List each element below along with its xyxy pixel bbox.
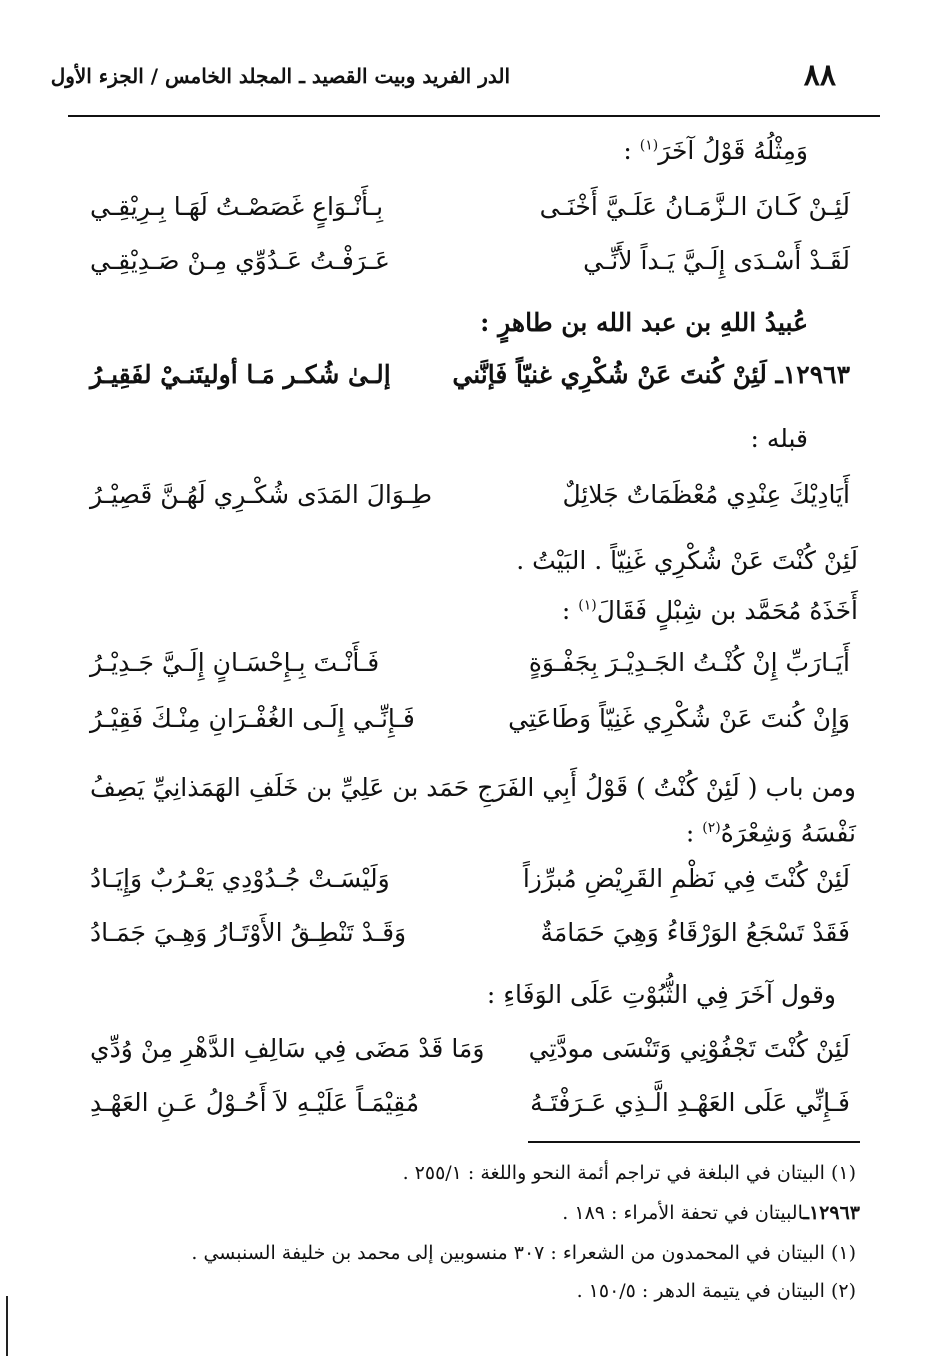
page-number: ٨٨	[803, 58, 836, 93]
verse-hemistich-second: فَـأَنْـتَ بِـإِحْسَـانٍ إِلَـيَّ جَـدِيْـرُ	[90, 648, 380, 677]
paragraph	[86, 768, 856, 853]
paragraph-tail: :	[685, 818, 703, 848]
verse-hemistich-second: عَـرَفْـتُ عَـدُوِّي مِـنْ صَـدِيْقِـي	[90, 246, 390, 275]
verse-hemistich-second: وَلَيْسَـتْ جُـدُوْدِي يَعْـرُبٌ وَإِيَـادُ	[90, 864, 390, 893]
before-verse	[90, 480, 850, 526]
verse-hemistich-first: لَئِـنْ كَـانَ الـزَّمَـانُ عَلَـيَّ أَخْنَـى	[539, 192, 850, 221]
running-title: الدر الفريد وبيت القصيد ـ المجلد الخامس / الجزء الأول	[50, 64, 510, 88]
footnote-mark: (١)	[830, 1242, 856, 1264]
verse-3-1	[90, 864, 850, 910]
scan-edge-mark	[6, 1296, 8, 1356]
verse-hemistich-second: إلـىٰ شُكـر مَـا أوليتَنـيْ لفَقِيـرُ	[90, 360, 391, 389]
reference-line: لَئِنْ كُنْتَ عَنْ شُكْرِي غَنِيّاً . البَيْتُ .	[516, 546, 858, 575]
poet-line: عُبيدُ اللهِ بن عبد الله بن طاهرٍ :	[480, 308, 808, 337]
verse-hemistich-first: أَيَادِيْكَ عِنْدِي مُعْظَمَاتٌ جَلائِلٌ	[562, 480, 850, 509]
footnote-2	[562, 1202, 860, 1224]
footnote-mark: ١٢٩٦٣ـ	[803, 1202, 860, 1224]
intro-text-2: أَخَذَهُ مُحَمَّد بن شِبْلٍ فَقَالَ	[596, 596, 858, 625]
verse-3-2	[90, 918, 850, 964]
verse-2-1	[90, 648, 850, 694]
footnote-ref-1: (١)	[639, 137, 659, 154]
verse-hemistich-second: بِـأَنْـوَاعٍ غَصَصْـتُ لَهَـا بِـرِيْقِـي	[90, 192, 384, 221]
intro-tail-2: :	[561, 596, 579, 625]
verse-4-1	[90, 1034, 850, 1080]
verse-hemistich-first: لَقَـدْ أَسْـدَى إِلَـيَّ يَـداً لأَنِّـي	[583, 246, 850, 275]
footnote-mark: (١)	[830, 1162, 856, 1184]
verse-hemistich-first: وَإِنْ كُنتَ عَنْ شُكْرِي غَنِيّاً وَطَاعَتِي	[508, 704, 850, 733]
paragraph-text: ومن باب ( لَئِنْ كُنْتُ ) قَوْلُ أَبِي الفَرَجِ حَمَد بن عَلِيِّ بن خَلَفِ الهَمَذانِيِّ يَصِفُ نَفْسَهُ وَشِعْرَهُ	[90, 773, 856, 848]
verse-2-2	[90, 704, 850, 750]
verse-hemistich-first: أَيَـارَبِّ إِنْ كُنْـتُ الجَـدِيْـرَ بِجَفْـوَةٍ	[528, 648, 850, 677]
footnote-text: البيتان في البلغة في تراجم أئمة النحو واللغة : ٢٥٥/١ .	[402, 1162, 825, 1184]
verse-1-2	[90, 246, 850, 292]
footnote-text: البيتان في المحمدون من الشعراء : ٣٠٧ منسوبين إلى محمد بن خليفة السنبسي .	[191, 1242, 825, 1264]
verse-1-1	[90, 192, 850, 238]
footnote-ref-2: (١)	[578, 597, 597, 614]
verse-hemistich-second: وَقَـدْ تَنْطِـقُ الأَوْتَـارُ وَهِـيَ جَمَـادُ	[90, 918, 407, 947]
verse-4-2	[90, 1088, 850, 1134]
footnote-text: البيتان في يتيمة الدهر : ١٥٠/٥ .	[576, 1280, 825, 1302]
verse-hemistich-second: فَـإِنِّـي إِلَـى الغُفْـرَانِ مِنْـكَ فَقِيْـرُ	[90, 704, 415, 733]
intro-text-1: وَمِثْلُهُ قَوْلُ آخَرَ	[658, 136, 808, 165]
verse-hemistich-second: وَمَا قَدْ مَضَى فِي سَالِفِ الدَّهْرِ مِنْ وُدِّي	[90, 1034, 485, 1063]
verse-hemistich-first: فَـإِنِّي عَلَى العَهْـدِ الَّـذِي عَـرَفْتَـهُ	[530, 1088, 850, 1117]
footnote-ref-3: (٢)	[702, 820, 721, 836]
footnote-1	[403, 1162, 856, 1184]
intro-tail-1: :	[623, 136, 640, 165]
main-verse	[90, 360, 850, 406]
intro-line-2	[562, 596, 858, 625]
intro-line-3: وقول آخَرَ فِي الثُّبُوْتِ عَلَى الوَفَاءِ :	[486, 980, 836, 1009]
footnote-mark: (٢)	[830, 1280, 856, 1302]
header-divider	[68, 115, 880, 117]
verse-hemistich-second: مُقِيْمَـاً عَلَيْـهِ لاَ أَحُـوْلُ عَـنِ العَهْـدِ	[90, 1088, 420, 1117]
footnote-divider	[528, 1141, 860, 1143]
verse-hemistich-second: طِـوَالَ المَدَى شُكْـرِي لَهُـنَّ قَصِيْـرُ	[90, 480, 432, 509]
footnote-4	[577, 1280, 856, 1302]
verse-hemistich-first: لَئِنْ كُنْتَ تَجْفُوْنِي وَتَنْسَى مودَّتِي	[528, 1034, 850, 1063]
verse-hemistich-first: لَئِنْ كُنْتَ فِي نَظْمِ القَرِيْضِ مُبرِّزاً	[522, 864, 850, 893]
footnote-3	[191, 1242, 856, 1264]
footnote-text: البيتان في تحفة الأمراء : ١٨٩ .	[562, 1202, 804, 1224]
intro-line-1	[623, 136, 808, 165]
before-label: قبله :	[750, 424, 808, 453]
verse-hemistich-first: ١٢٩٦٣ـ لَئِنْ كُنتَ عَنْ شُكْرِي غنيّاً فَإنَّني	[452, 360, 850, 389]
verse-hemistich-first: فَقَدْ تَسْجَعُ الوَرْقَاءُ وَهِيَ حَمَامَةٌ	[540, 918, 850, 947]
